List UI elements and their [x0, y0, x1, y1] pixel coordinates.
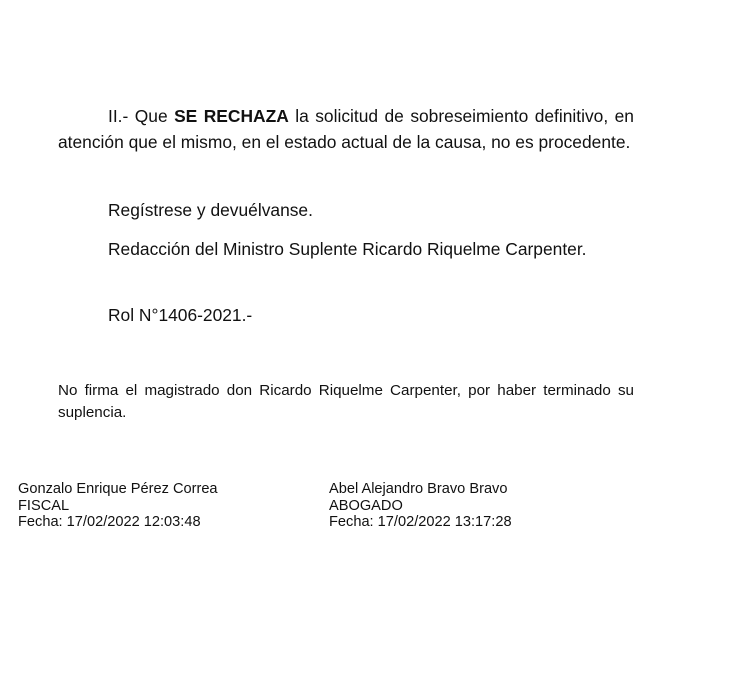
resolution-text: la solicitud de sobreseimiento definitivo, en atención que el mismo, en el estado actual de la causa, no es procedente. — [58, 106, 634, 152]
signature-note: No firma el magistrado don Ricardo Riquelme Carpenter, por haber terminado su suplencia. — [58, 382, 634, 421]
case-number: Rol N°1406-2021.- — [108, 305, 253, 325]
signer-name: Gonzalo Enrique Pérez Correa — [18, 481, 218, 497]
register-paragraph: Regístrese y devuélvanse. — [108, 200, 313, 220]
signer-role: ABOGADO — [329, 497, 403, 514]
signature-block-abogado — [329, 481, 512, 531]
signature-block-fiscal — [18, 481, 218, 531]
resolution-paragraph — [58, 103, 634, 155]
signer-role: FISCAL — [18, 497, 70, 514]
resolution-prefix: II.- Que — [108, 106, 175, 126]
signature-date: Fecha: 17/02/2022 13:17:28 — [329, 514, 512, 530]
signature-date: Fecha: 17/02/2022 12:03:48 — [18, 514, 201, 530]
resolution-verdict: SE RECHAZA — [174, 106, 289, 126]
signer-name: Abel Alejandro Bravo Bravo — [329, 481, 508, 497]
drafting-paragraph: Redacción del Ministro Suplente Ricardo Riquelme Carpenter. — [108, 239, 587, 259]
